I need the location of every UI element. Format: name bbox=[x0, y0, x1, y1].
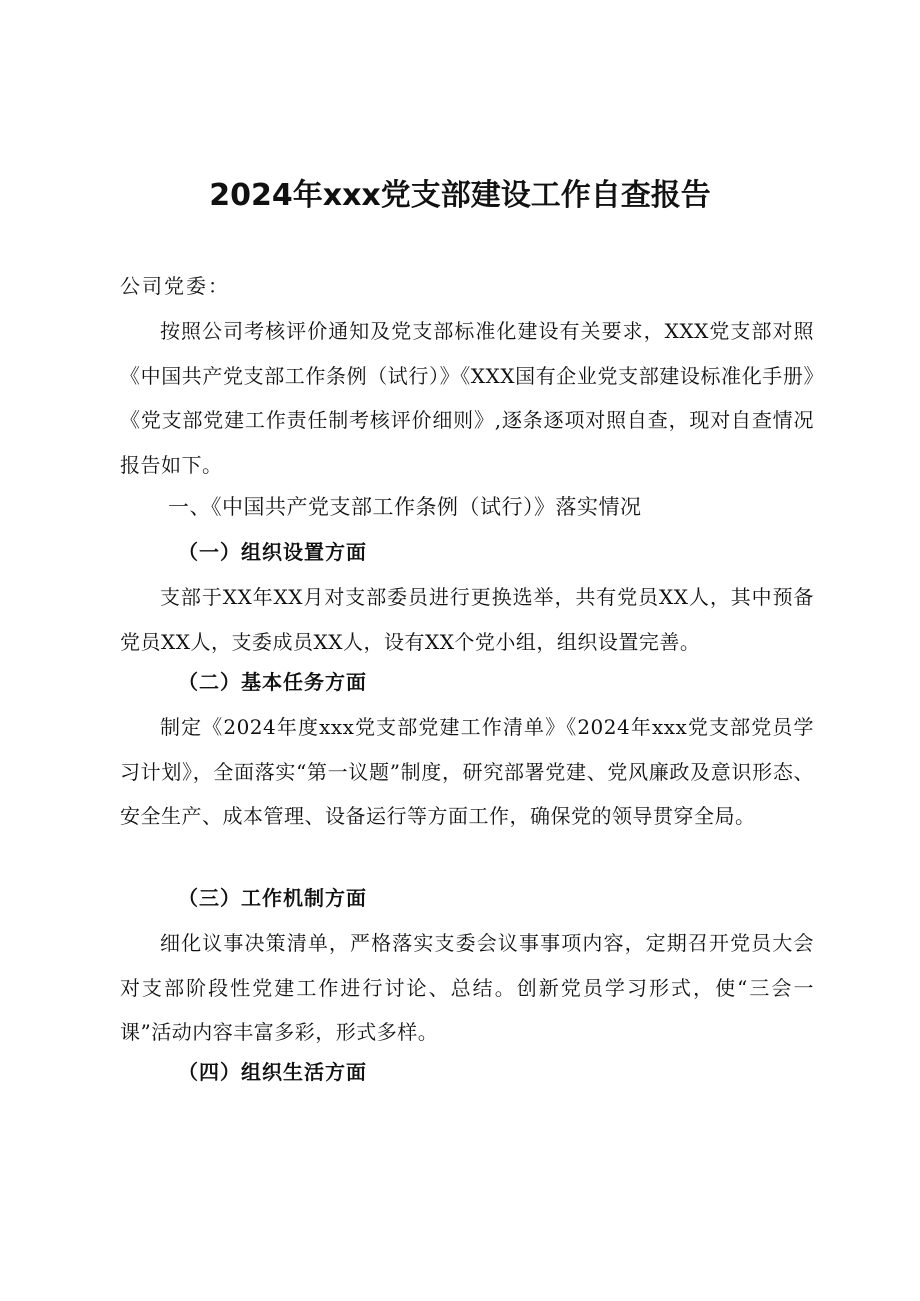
subsection-4-heading: （四）组织生活方面 bbox=[178, 1060, 367, 1084]
subsection-3-heading: （三）工作机制方面 bbox=[178, 886, 367, 910]
salutation: 公司党委： bbox=[120, 274, 230, 298]
intro-paragraph: 按照公司考核评价通知及党支部标准化建设有关要求，XXX党支部对照《中国共产党支部工作条例（试行）》《XXX国有企业党支部建设标准化手册》《党支部党建工作责任制考核评价细则》,逐条逐项对照自查，现对自查情况报告如下。 bbox=[120, 319, 814, 477]
section-1-heading: 一、《中国共产党支部工作条例（试行）》落实情况 bbox=[168, 495, 642, 519]
subsection-1-paragraph: 支部于XX年XX月对支部委员进行更换选举，共有党员XX人，其中预备党员XX人，支委成员XX人，设有XX个党小组，组织设置完善。 bbox=[120, 585, 814, 654]
subsection-3-paragraph: 细化议事决策清单，严格落实支委会议事事项内容，定期召开党员大会对支部阶段性党建工作进行讨论、总结。创新党员学习形式，使“三会一课”活动内容丰富多彩，形式多样。 bbox=[120, 931, 814, 1045]
document-title: 2024年xxx党支部建设工作自查报告 bbox=[209, 178, 711, 213]
subsection-2-paragraph: 制定《2024年度xxx党支部党建工作清单》《2024年xxx党支部党员学习计划》，全面落实“第一议题”制度，研究部署党建、党风廉政及意识形态、安全生产、成本管理、设备运行等方面工作，确保党的领导贯穿全局。 bbox=[120, 715, 814, 829]
subsection-2-heading: （二）基本任务方面 bbox=[178, 670, 367, 694]
subsection-1-heading: （一）组织设置方面 bbox=[178, 540, 367, 564]
